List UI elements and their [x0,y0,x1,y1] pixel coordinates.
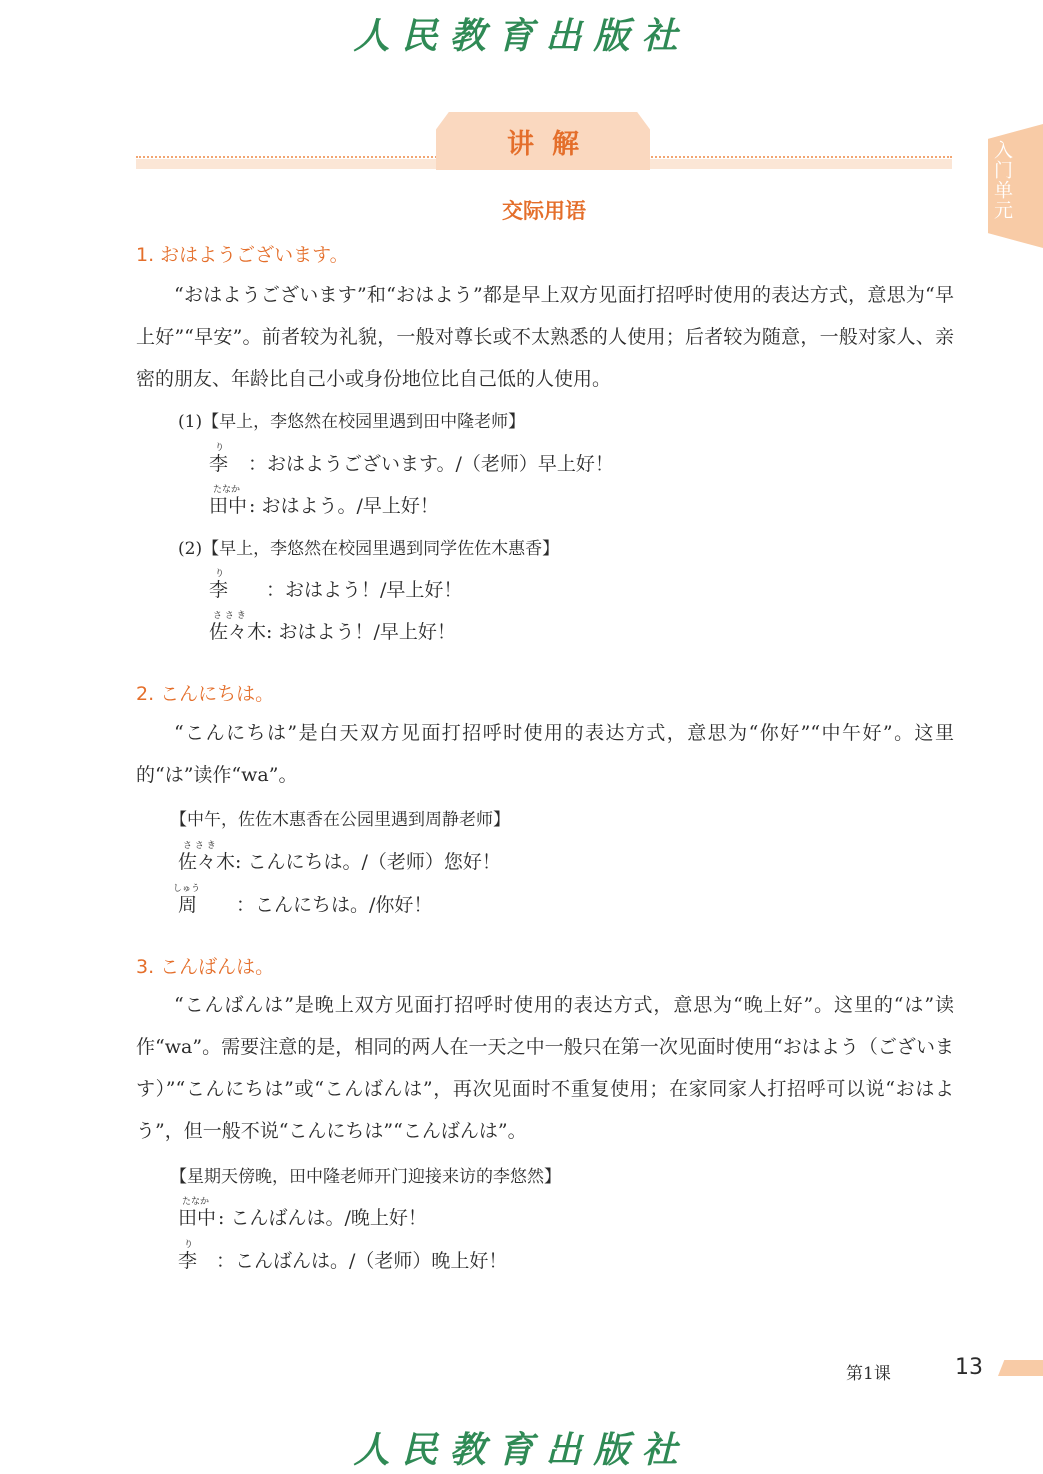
ruby-ri: り [215,569,225,579]
section-2-scene: 【中午，佐佐木惠香在公园里遇到周静老师】 [170,810,510,830]
speaker-sasaki: 佐々木 [209,621,267,643]
page-title: 讲解 [507,129,597,160]
dialogue-line: ：おはようございます。/（老师）早上好！ [248,453,614,475]
dialogue-line: : おはよう！/早上好！ [266,621,456,643]
section-1-scene-2: (2)【早上，李悠然在校园里遇到同学佐佐木惠香】 [178,539,560,559]
ruby-ri: り [215,443,225,453]
dialogue-line: ：おはよう！/早上好！ [266,579,463,601]
section-3-title: 3. こんばんは。 [136,956,275,978]
speaker-tanaka: 田中 [209,495,248,517]
section-1-scene-1: (1)【早上，李悠然在校园里遇到田中隆老师】 [178,412,526,432]
ruby-tanaka: たなか [213,485,241,495]
ruby-sasaki: さ さ き [213,611,246,621]
ruby-tanaka: たなか [182,1197,210,1207]
dialogue-line: : こんばんは。/晚上好！ [218,1207,427,1229]
section-2-title: 2. こんにちは。 [136,683,275,705]
dialogue-line: : おはよう。/早上好！ [249,495,439,517]
unit-side-tab-label: 入门单元 [991,140,1013,220]
footer-accent-bar [998,1360,1043,1376]
ruby-sasaki: さ さ き [183,841,216,851]
section-1-title: 1. おはようございます。 [136,244,349,266]
section-3-scene: 【星期天傍晚，田中隆老师开门迎接来访的李悠然】 [170,1167,561,1187]
speaker-li: 李 [178,1250,198,1272]
dialogue-line: ：こんばんは。/（老师）晚上好！ [216,1250,508,1272]
ruby-ri: り [184,1240,194,1250]
speaker-tanaka: 田中 [178,1207,217,1229]
dialogue-line: ：こんにちは。/你好！ [236,894,433,916]
ruby-shuu: しゅう [173,884,201,894]
publisher-logo-top: 人民教育出版社 [353,15,690,57]
publisher-logo-bottom: 人民教育出版社 [353,1429,690,1471]
speaker-sasaki: 佐々木 [178,851,236,873]
speaker-zhou: 周 [178,894,198,916]
page-number: 13 [955,1355,983,1380]
lesson-label: 第1课 [846,1364,891,1384]
dialogue-line: : こんにちは。/（老师）您好！ [235,851,501,873]
section-3-paragraph: “こんばんは”是晚上双方见面打招呼时使用的表达方式，意思为“晚上好”。这里的“は”读作“wa”。需要注意的是，相同的两人在一天之中一般只在第一次见面时使用“おはよう（ございます）”“こんにちは”或“こんばんは”，再次见面时不重复使用；在家同家人打招呼可以说“おはよう”，但一般不说“こんにちは”“こんばんは”。 [136,994,954,1142]
section-1-paragraph: “おはようございます”和“おはよう”都是早上双方见面打招呼时使用的表达方式，意思为“早上好”“早安”。前者较为礼貌，一般对尊长或不太熟悉的人使用；后者较为随意，一般对家人、亲密的朋友、年龄比自己小或身份地位比自己低的人使用。 [136,284,954,390]
speaker-li: 李 [209,453,229,475]
section-2-paragraph: “こんにちは”是白天双方见面打招呼时使用的表达方式，意思为“你好”“中午好”。这里的“は”读作“wa”。 [136,722,954,786]
section-subtitle: 交际用语 [502,199,586,223]
speaker-li: 李 [209,579,229,601]
